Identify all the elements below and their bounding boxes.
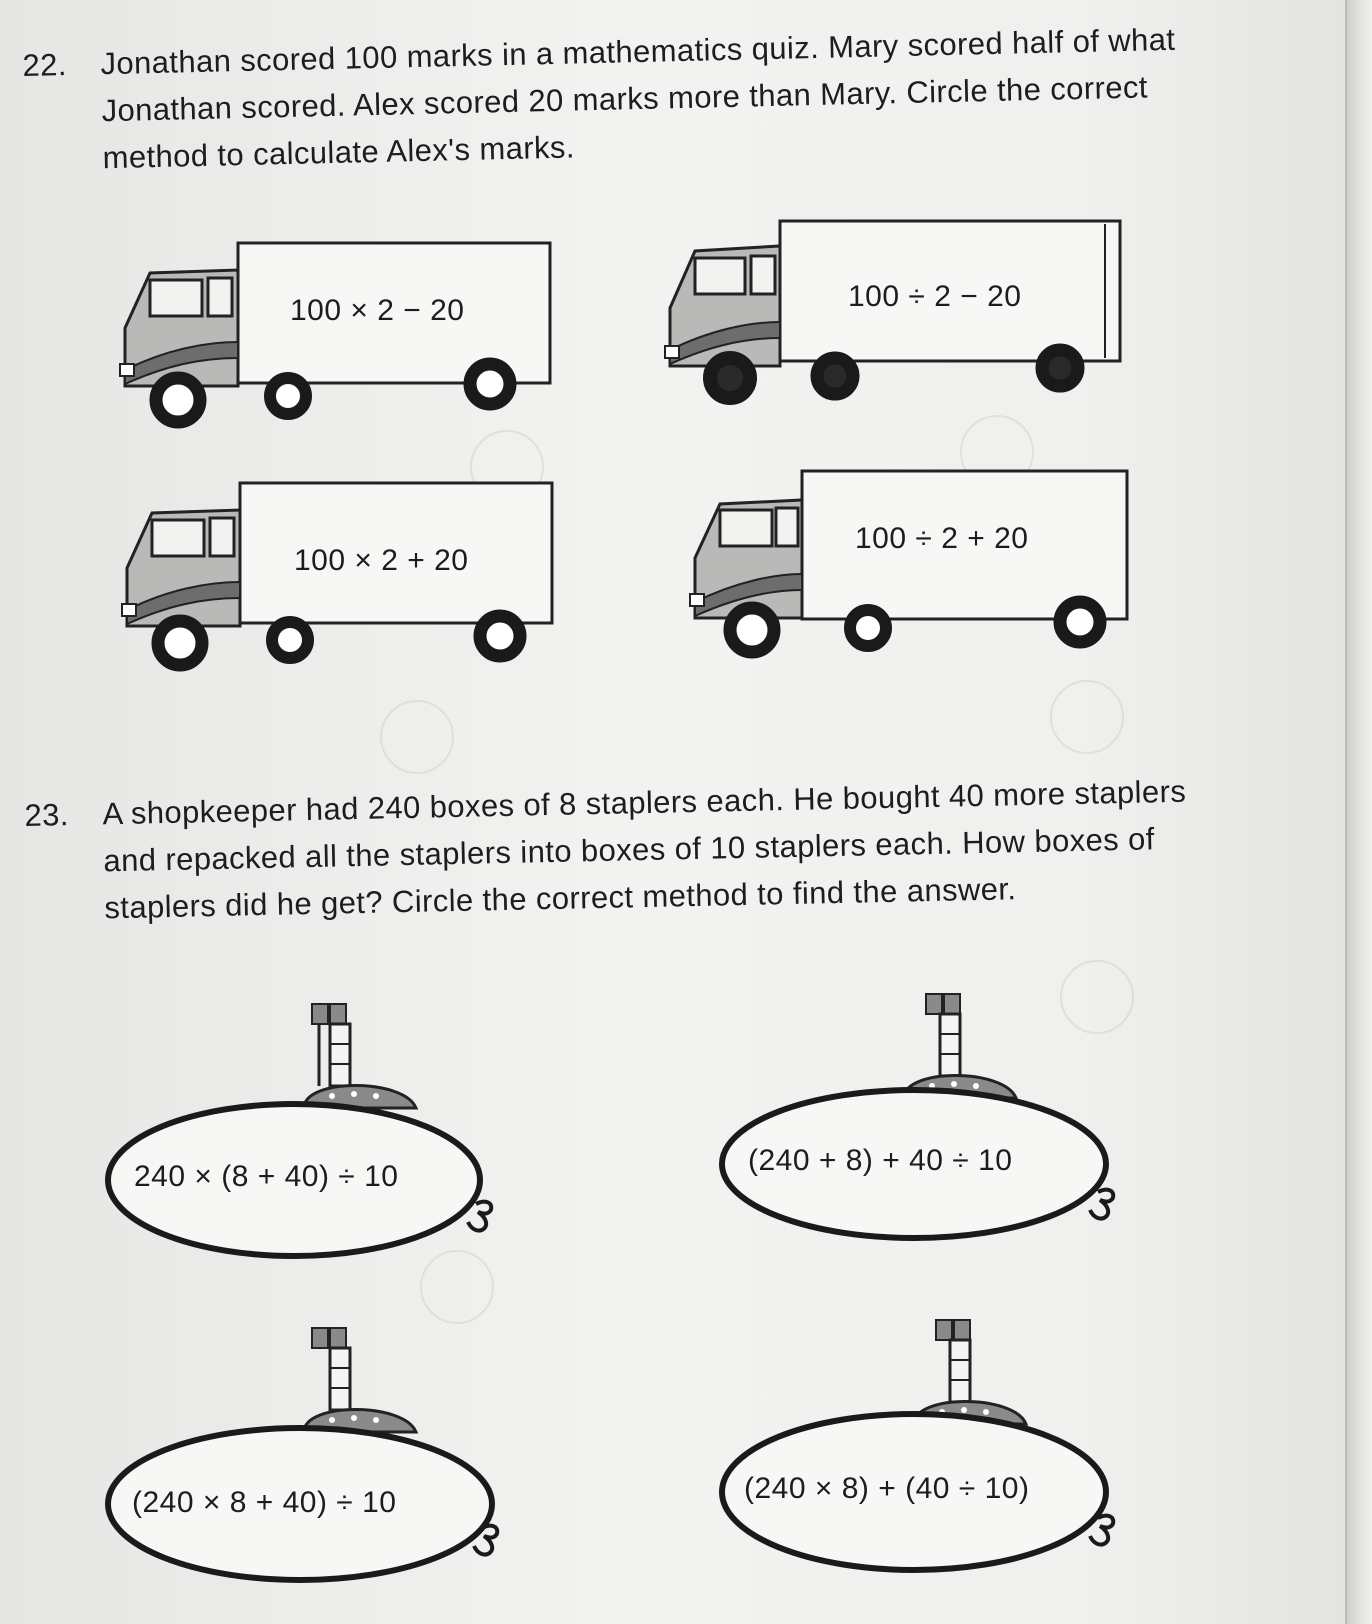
question-text-line: and repacked all the staplers into boxes of 10 staplers each. How boxes of: [103, 821, 1156, 879]
truck-icon: [665, 216, 1135, 416]
submarine-icon: [718, 1312, 1138, 1592]
submarine-expression: (240 × 8) + (40 ÷ 10): [744, 1472, 1030, 1505]
page-edge: [1345, 0, 1372, 1624]
question-number: 23.: [24, 797, 70, 833]
truck-expression: 100 ÷ 2 − 20: [848, 280, 1022, 313]
answer-option-truck-3[interactable]: [122, 478, 572, 678]
submarine-icon: [104, 1320, 524, 1600]
truck-expression: 100 × 2 − 20: [290, 294, 465, 327]
submarine-expression: (240 × 8 + 40) ÷ 10: [132, 1486, 397, 1519]
question-text-line: staplers did he get? Circle the correct method to find the answer.: [104, 871, 1017, 926]
answer-option-submarine-3[interactable]: [104, 1320, 524, 1620]
answer-option-truck-4[interactable]: [690, 466, 1140, 666]
truck-icon: [120, 238, 570, 438]
question-number: 22.: [22, 46, 68, 83]
truck-icon: [122, 478, 572, 678]
answer-option-submarine-4[interactable]: [718, 1312, 1138, 1612]
submarine-expression: (240 + 8) + 40 ÷ 10: [748, 1144, 1013, 1177]
show-through-mark: [380, 700, 454, 774]
submarine-expression: 240 × (8 + 40) ÷ 10: [134, 1160, 399, 1193]
answer-option-submarine-2[interactable]: [718, 986, 1138, 1286]
truck-expression: 100 × 2 + 20: [294, 544, 469, 577]
question-text-line: method to calculate Alex's marks.: [102, 129, 576, 176]
answer-option-truck-1[interactable]: [120, 238, 570, 438]
question-text-line: A shopkeeper had 240 boxes of 8 staplers each. He bought 40 more staplers: [102, 773, 1187, 832]
question-text-line: Jonathan scored. Alex scored 20 marks more than Mary. Circle the correct: [101, 69, 1149, 129]
submarine-icon: [104, 996, 524, 1276]
answer-option-submarine-1[interactable]: [104, 996, 524, 1296]
submarine-icon: [718, 986, 1138, 1266]
truck-icon: [690, 466, 1140, 666]
question-text-line: Jonathan scored 100 marks in a mathematics quiz. Mary scored half of what: [100, 21, 1176, 82]
show-through-mark: [1050, 680, 1124, 754]
answer-option-truck-2[interactable]: [665, 216, 1115, 416]
truck-expression: 100 ÷ 2 + 20: [855, 522, 1029, 555]
